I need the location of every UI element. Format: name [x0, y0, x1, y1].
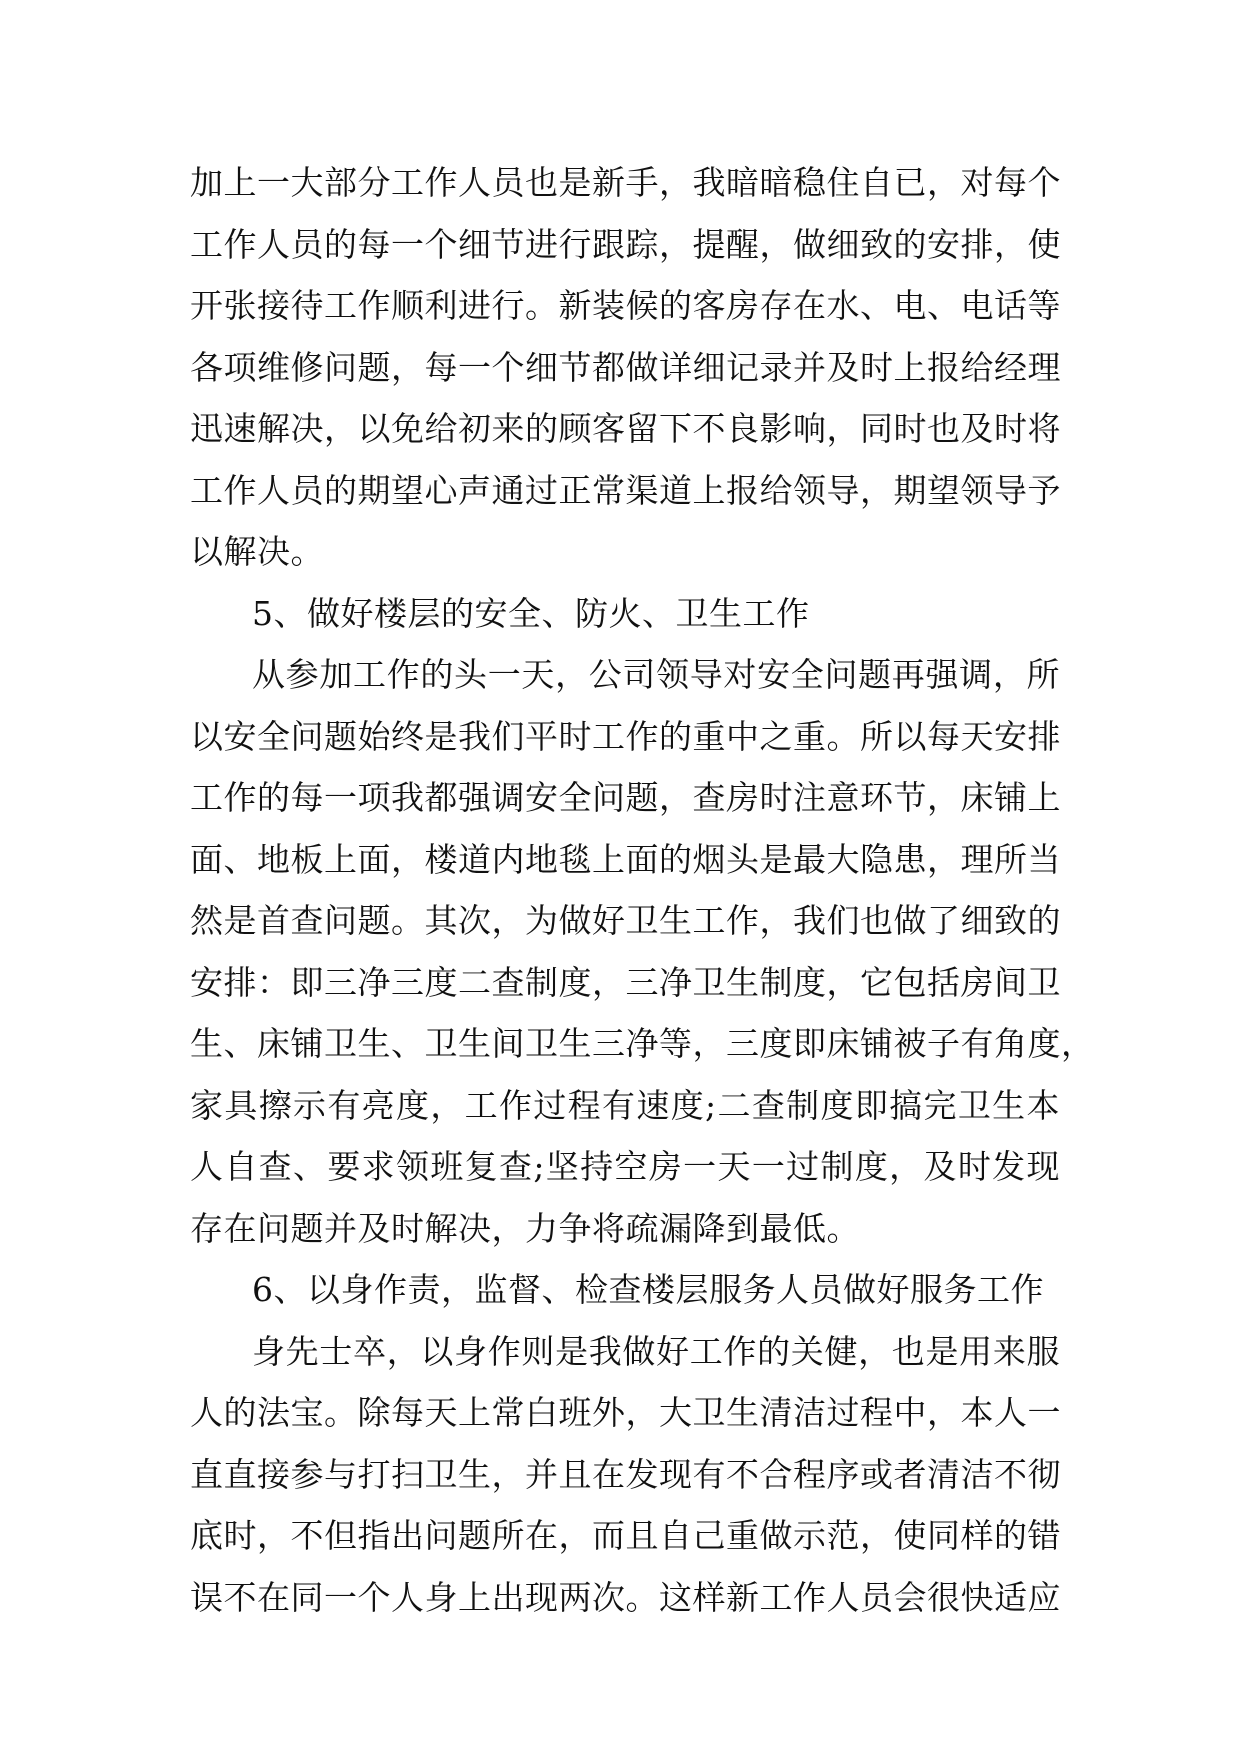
text-line: 生、床铺卫生、卫生间卫生三净等，三度即床铺被子有角度， — [190, 1024, 1095, 1063]
text-line: 开张接待工作顺利进行。新装候的客房存在水、电、电话等 — [190, 286, 1061, 325]
text-line: 加上一大部分工作人员也是新手，我暗暗稳住自已，对每个 — [190, 163, 1061, 202]
text-line: 面、地板上面，楼道内地毯上面的烟头是最大隐患，理所当 — [190, 839, 1061, 879]
text-line: 各项维修问题，每一个细节都做详细记录并及时上报给经理 — [190, 347, 1061, 387]
text-line: 身先士卒，以身作则是我做好工作的关健，也是用来服 — [252, 1331, 1060, 1371]
text-line: 工作人员的期望心声通过正常渠道上报给领导，期望领导予 — [190, 470, 1061, 510]
text-line: 以安全问题始终是我们平时工作的重中之重。所以每天安排 — [190, 716, 1061, 756]
text-line: 然是首查问题。其次，为做好卫生工作，我们也做了细致的 — [190, 901, 1061, 940]
text-line: 迅速解决，以免给初来的顾客留下不良影响，同时也及时将 — [190, 409, 1061, 448]
text-line: 家具擦示有亮度，工作过程有速度;二查制度即搞完卫生本 — [190, 1085, 1060, 1125]
text-line: 工作人员的每一个细节进行跟踪，提醒，做细致的安排，使 — [190, 224, 1061, 264]
text-line: 直直接参与打扫卫生，并且在发现有不合程序或者清洁不彻 — [190, 1454, 1061, 1494]
text-line: 从参加工作的头一天，公司领导对安全问题再强调，所 — [252, 655, 1060, 694]
text-line: 工作的每一项我都强调安全问题，查房时注意环节，床铺上 — [190, 778, 1061, 817]
section-heading: 6、以身作责，监督、检查楼层服务人员做好服务工作 — [252, 1270, 1044, 1309]
text-line: 存在问题并及时解决，力争将疏漏降到最低。 — [190, 1208, 860, 1248]
body-text — [190, 152, 1095, 1628]
text-line: 以解决。 — [190, 532, 324, 571]
section-heading: 5、做好楼层的安全、防火、卫生工作 — [252, 593, 810, 633]
text-line: 安排：即三净三度二查制度，三净卫生制度，它包括房间卫 — [190, 962, 1061, 1002]
text-line: 误不在同一个人身上出现两次。这样新工作人员会很快适应 — [190, 1577, 1061, 1617]
text-line: 底时，不但指出问题所在，而且自己重做示范，使同样的错 — [190, 1516, 1061, 1555]
text-line: 人的法宝。除每天上常白班外，大卫生清洁过程中，本人一 — [190, 1393, 1061, 1432]
text-line: 人自查、要求领班复查;坚持空房一天一过制度，及时发现 — [190, 1147, 1060, 1186]
